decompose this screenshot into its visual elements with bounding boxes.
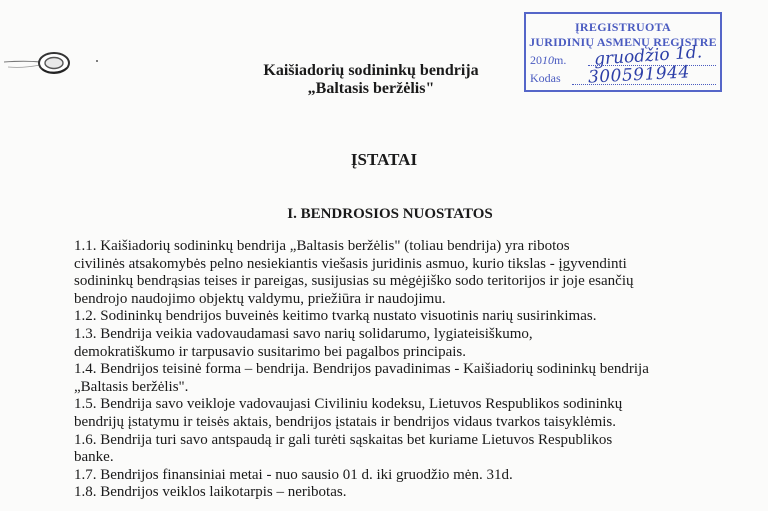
stamp-line-registry: JURIDINIŲ ASMENŲ REGISTRE (529, 35, 717, 49)
stamp-date-label (530, 53, 566, 68)
hole-punch-mark-icon (4, 49, 80, 77)
body-line: 1.4. Bendrijos teisinė forma – bendrija. Bendrijos pavadinimas - Kaišiadorių sodininkų bendrija (74, 361, 649, 378)
body-line: 1.1. Kaišiadorių sodininkų bendrija „Baltasis beržėlis" (toliau bendrija) yra ribotos (74, 238, 570, 254)
body-line: 1.3. Bendrija veikia vadovaudamasi savo narių solidarumo, lygiateisiškumo, (74, 325, 533, 342)
body-line: 1.2. Sodininkų bendrijos buveinės keitimo tvarką nustato visuotinis narių susirinkimas. (74, 308, 597, 325)
stamp-date-prefix: 20 (530, 53, 542, 67)
body-line: bendrojo naudojimo objektų valdymu, priežiūra ir naudojimu. (74, 290, 446, 307)
body-line: 1.6. Bendrija turi savo antspaudą ir gali turėti sąskaitas bet kuriame Lietuvos Respublikos (74, 431, 613, 448)
stamp-date-year: 10 (542, 53, 554, 67)
document-body (74, 238, 754, 502)
stamp-line-registered: ĮREGISTRUOTA (574, 20, 672, 34)
body-line: sodininkų bendrąsias teises ir pareigas, susijusias su mėgėjiško sodo teritorijos ir joje esančių (74, 273, 634, 290)
body-line: „Baltasis beržėlis". (74, 378, 189, 395)
body-line: banke. (74, 449, 114, 466)
body-line: civilinės atsakomybės pelno nesiekiantis viešasis juridinis asmuo, kurio tikslas - įgyvendinti (74, 255, 627, 272)
body-line: 1.8. Bendrijos veiklos laikotarpis – neribotas. (74, 484, 347, 501)
body-line: demokratiškumo ir tarpusavio susitarimo bei pagalbos principais. (74, 343, 467, 360)
body-line: bendrijų įstatymu ir teisės aktais, bendrijos įstatais ir bendrijos vidaus tvarkos taisyklėmis. (74, 413, 616, 430)
organization-name: Kaišiadorių sodininkų bendrija (263, 62, 479, 79)
stamp-code-label: Kodas (530, 71, 561, 85)
stamp-date-handwritten: gruodžio 1d. (593, 42, 703, 70)
stamp-date-m: m. (554, 53, 567, 67)
body-line: 1.5. Bendrija savo veikloje vadovaujasi Civiliniu kodeksu, Lietuvos Respublikos sodininkų (74, 396, 623, 413)
document-title: ĮSTATAI (350, 150, 418, 169)
body-line: 1.7. Bendrijos finansiniai metai - nuo sausio 01 d. iki gruodžio mėn. 31d. (74, 466, 513, 483)
registration-stamp (524, 12, 722, 92)
stamp-code-handwritten: 300591944 (587, 62, 691, 88)
speck (96, 60, 98, 62)
section-heading: I. BENDROSIOS NUOSTATOS (287, 206, 493, 222)
organization-subtitle: „Baltasis beržėlis" (307, 80, 435, 97)
